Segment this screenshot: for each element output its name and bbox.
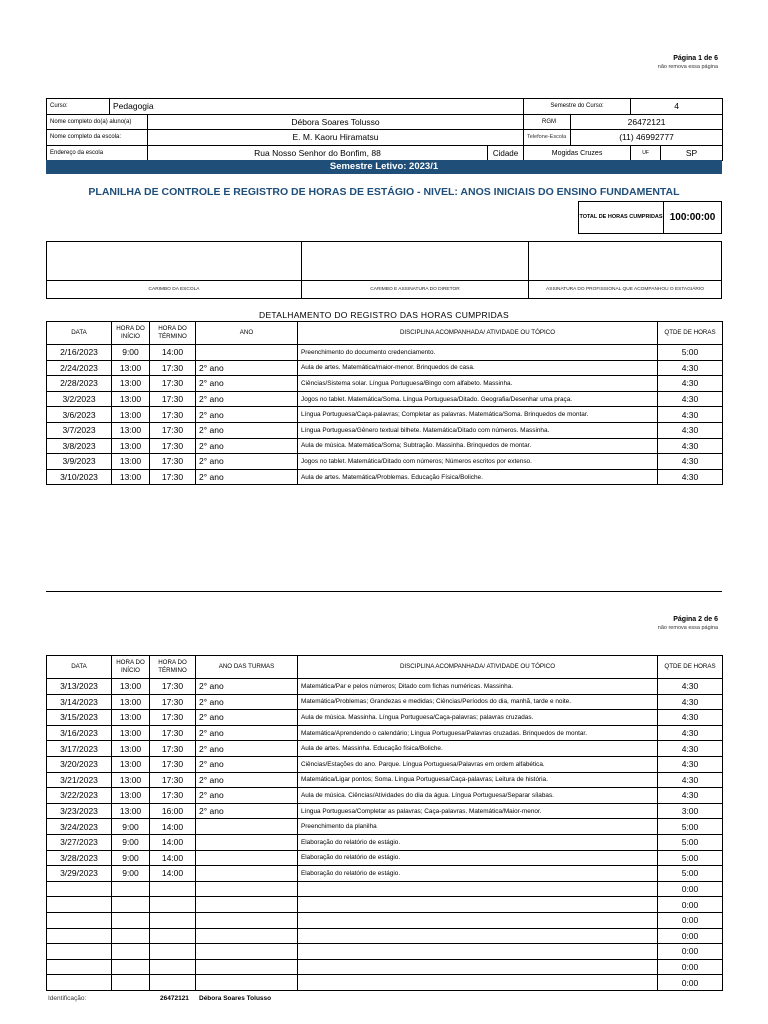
cell-data: 3/8/2023 <box>47 438 112 454</box>
cell-hora-inicio <box>112 897 150 913</box>
cell-atividade: Língua Portuguesa/Caça-palavras; Completar as palavras. Matemática/Soma. Brinquedos de montar. <box>298 407 658 423</box>
cell-ano <box>196 850 298 866</box>
cell-hora-inicio: 13:00 <box>112 694 150 710</box>
cell-hora-termino: 14:00 <box>150 850 196 866</box>
cell-ano <box>196 345 298 361</box>
cell-qtde-horas: 4:30 <box>658 469 723 485</box>
table-header-row <box>47 322 723 345</box>
semestre-label: Semestre do Curso: <box>524 99 631 115</box>
cell-ano <box>196 897 298 913</box>
cell-hora-termino <box>150 912 196 928</box>
header-data: DATA <box>47 656 112 679</box>
cell-qtde-horas: 4:30 <box>658 422 723 438</box>
table-row <box>47 422 723 438</box>
page-note: não remova essa página <box>657 64 718 70</box>
cell-hora-inicio: 13:00 <box>112 741 150 757</box>
cell-data: 3/7/2023 <box>47 422 112 438</box>
cell-hora-termino: 17:30 <box>150 454 196 470</box>
cell-qtde-horas: 0:00 <box>658 881 723 897</box>
cell-atividade: Matemática/Problemas; Grandezas e medidas; Ciências/Períodos do dia, manhã, tarde e noite. <box>298 694 658 710</box>
cell-hora-inicio: 9:00 <box>112 850 150 866</box>
cell-qtde-horas: 4:30 <box>658 454 723 470</box>
cell-hora-inicio <box>112 959 150 975</box>
cell-ano: 2° ano <box>196 376 298 392</box>
cell-data <box>47 881 112 897</box>
cell-data: 3/9/2023 <box>47 454 112 470</box>
cell-qtde-horas: 0:00 <box>658 944 723 960</box>
page-number-1 <box>658 54 718 72</box>
table-row <box>47 741 723 757</box>
page-label: Página 2 de 6 <box>673 616 718 623</box>
cell-hora-inicio: 13:00 <box>112 391 150 407</box>
cell-qtde-horas: 0:00 <box>658 959 723 975</box>
cell-qtde-horas: 4:30 <box>658 756 723 772</box>
cell-data: 3/22/2023 <box>47 788 112 804</box>
cell-data <box>47 975 112 991</box>
cell-atividade: Língua Portuguesa/Gênero textual bilhete. Matemática/Ditado com números. Massinha. <box>298 422 658 438</box>
table-row <box>47 866 723 882</box>
detail-title: DETALHAMENTO DO REGISTRO DAS HORAS CUMPRIDAS <box>259 310 509 320</box>
table-row <box>47 360 723 376</box>
header-disciplina: DISCIPLINA ACOMPANHADA/ ATIVIDADE OU TÓPICO <box>298 656 658 679</box>
cell-hora-termino: 17:30 <box>150 741 196 757</box>
cell-qtde-horas: 3:00 <box>658 803 723 819</box>
cell-ano <box>196 975 298 991</box>
table-row <box>47 345 723 361</box>
table-row <box>47 679 723 695</box>
semester-bar: Semestre Letivo: 2023/1 <box>46 160 722 174</box>
table-row <box>47 897 723 913</box>
cell-qtde-horas: 4:30 <box>658 725 723 741</box>
cell-atividade <box>298 975 658 991</box>
cell-hora-inicio: 9:00 <box>112 866 150 882</box>
cell-atividade: Aula de música. Ciências/Atividades do dia da água. Língua Portuguesa/Separar sílabas. <box>298 788 658 804</box>
cell-ano: 2° ano <box>196 391 298 407</box>
cell-hora-inicio: 13:00 <box>112 422 150 438</box>
cell-ano: 2° ano <box>196 454 298 470</box>
cell-qtde-horas: 4:30 <box>658 376 723 392</box>
cell-hora-termino: 17:30 <box>150 710 196 726</box>
total-hours-value: 100:00:00 <box>669 212 716 223</box>
cell-hora-inicio: 13:00 <box>112 438 150 454</box>
uf-label: UF <box>631 145 661 161</box>
cell-atividade <box>298 897 658 913</box>
semestre-value: 4 <box>631 99 723 115</box>
cell-ano: 2° ano <box>196 360 298 376</box>
table-row <box>47 438 723 454</box>
rgm-label: RGM <box>524 114 571 130</box>
table-row <box>47 407 723 423</box>
page-number-2 <box>658 615 718 633</box>
cell-atividade: Aula de música. Massinha. Língua Portuguesa/Caça-palavras; palavras cruzadas. <box>298 710 658 726</box>
total-hours-label: TOTAL DE HORAS CUMPRIDAS <box>579 202 664 233</box>
cell-data: 3/6/2023 <box>47 407 112 423</box>
cell-ano <box>196 928 298 944</box>
cell-hora-termino: 17:30 <box>150 407 196 423</box>
hours-table-1-body <box>47 322 723 485</box>
table-row <box>47 772 723 788</box>
cell-hora-termino: 17:30 <box>150 469 196 485</box>
cell-ano: 2° ano <box>196 741 298 757</box>
cell-ano <box>196 959 298 975</box>
cell-data: 3/21/2023 <box>47 772 112 788</box>
cell-hora-inicio <box>112 928 150 944</box>
cell-atividade <box>298 959 658 975</box>
cell-data <box>47 912 112 928</box>
cell-ano: 2° ano <box>196 422 298 438</box>
cell-hora-inicio <box>112 881 150 897</box>
cell-data: 3/14/2023 <box>47 694 112 710</box>
cell-hora-termino: 17:30 <box>150 438 196 454</box>
cell-hora-inicio: 13:00 <box>112 469 150 485</box>
director-signature-caption: CARIMBO E ASSINATURA DO DIRETOR <box>302 280 528 298</box>
header-hora-termino: HORA DO TÉRMINO <box>150 322 196 345</box>
header-hora-inicio: HORA DO INÍCIO <box>112 656 150 679</box>
cell-ano: 2° ano <box>196 725 298 741</box>
cell-hora-termino: 14:00 <box>150 819 196 835</box>
cell-qtde-horas: 0:00 <box>658 912 723 928</box>
table-row <box>47 710 723 726</box>
table-row <box>47 454 723 470</box>
cell-hora-termino: 17:30 <box>150 772 196 788</box>
cell-hora-inicio: 13:00 <box>112 454 150 470</box>
table-row <box>47 469 723 485</box>
cell-qtde-horas: 5:00 <box>658 866 723 882</box>
cell-atividade: Elaboração do relatório de estágio. <box>298 850 658 866</box>
header-hora-termino: HORA DO TÉRMINO <box>150 656 196 679</box>
header-ano: ANO DAS TURMAS <box>196 656 298 679</box>
cell-qtde-horas: 4:30 <box>658 391 723 407</box>
cell-data <box>47 897 112 913</box>
cidade-label: Cidade <box>488 145 524 161</box>
cell-hora-termino <box>150 975 196 991</box>
cell-data: 2/16/2023 <box>47 345 112 361</box>
table-row <box>47 850 723 866</box>
cell-hora-inicio: 13:00 <box>112 679 150 695</box>
cell-data <box>47 928 112 944</box>
cell-hora-termino: 14:00 <box>150 866 196 882</box>
cell-qtde-horas: 0:00 <box>658 928 723 944</box>
cell-hora-inicio: 9:00 <box>112 345 150 361</box>
cell-data: 3/15/2023 <box>47 710 112 726</box>
header-ano: ANO <box>196 322 298 345</box>
cell-hora-inicio: 13:00 <box>112 376 150 392</box>
footer-identification-label: Identificação: <box>48 995 87 1002</box>
cell-qtde-horas: 4:30 <box>658 679 723 695</box>
cell-ano: 2° ano <box>196 772 298 788</box>
supervisor-signature-caption: ASSINATURA DO PROFISSIONAL QUE ACOMPANHOU O ESTAGIÁRIO <box>529 280 721 298</box>
cell-hora-termino: 17:30 <box>150 679 196 695</box>
table-row <box>47 928 723 944</box>
cell-hora-termino: 17:30 <box>150 756 196 772</box>
cell-data <box>47 944 112 960</box>
table-row <box>47 975 723 991</box>
cell-qtde-horas: 5:00 <box>658 850 723 866</box>
cell-qtde-horas: 5:00 <box>658 345 723 361</box>
header-disciplina: DISCIPLINA ACOMPANHADA/ ATIVIDADE OU TÓPICO <box>298 322 658 345</box>
table-row <box>47 694 723 710</box>
cell-ano: 2° ano <box>196 788 298 804</box>
hours-table-2-body <box>47 656 723 991</box>
cell-hora-termino: 14:00 <box>150 345 196 361</box>
page-divider <box>46 591 722 592</box>
cell-qtde-horas: 4:30 <box>658 772 723 788</box>
cell-hora-termino <box>150 897 196 913</box>
cell-qtde-horas: 5:00 <box>658 819 723 835</box>
cell-atividade <box>298 912 658 928</box>
footer-name: Débora Soares Tolusso <box>199 995 272 1002</box>
table-row <box>47 803 723 819</box>
cell-hora-inicio: 13:00 <box>112 710 150 726</box>
cell-ano: 2° ano <box>196 756 298 772</box>
cell-hora-inicio: 13:00 <box>112 407 150 423</box>
director-signature-field <box>302 242 529 298</box>
cell-atividade: Jogos no tablet. Matemática/Soma. Língua Portuguesa/Ditado. Geografia/Desenhar uma praça. <box>298 391 658 407</box>
school-stamp-field <box>47 242 302 298</box>
cell-ano <box>196 944 298 960</box>
cell-ano: 2° ano <box>196 679 298 695</box>
endereco-value: Rua Nosso Senhor do Bonfim, 88 <box>148 145 488 161</box>
curso-value: Pedagogia <box>110 99 524 115</box>
cell-ano: 2° ano <box>196 407 298 423</box>
cell-atividade: Matemática/Par e pelos números; Ditado com fichas numéricas. Massinha. <box>298 679 658 695</box>
table-header-row <box>47 656 723 679</box>
cell-qtde-horas: 4:30 <box>658 741 723 757</box>
cidade-value: Mogidas Cruzes <box>524 145 631 161</box>
hours-table-1 <box>46 321 723 485</box>
escola-value: E. M. Kaoru Hiramatsu <box>148 130 524 146</box>
cell-ano <box>196 912 298 928</box>
cell-hora-termino: 17:30 <box>150 694 196 710</box>
cell-hora-termino <box>150 928 196 944</box>
total-hours-box <box>578 201 722 234</box>
cell-atividade: Elaboração do relatório de estágio. <box>298 834 658 850</box>
cell-hora-termino <box>150 959 196 975</box>
cell-atividade: Ciências/Sistema solar. Língua Portuguesa/Bingo com alfabeto. Massinha. <box>298 376 658 392</box>
cell-hora-inicio <box>112 912 150 928</box>
cell-hora-inicio: 13:00 <box>112 756 150 772</box>
cell-hora-termino: 17:30 <box>150 376 196 392</box>
cell-data: 2/24/2023 <box>47 360 112 376</box>
cell-data: 3/29/2023 <box>47 866 112 882</box>
table-row <box>47 944 723 960</box>
cell-hora-inicio: 9:00 <box>112 819 150 835</box>
student-info-table <box>46 98 723 161</box>
cell-data: 3/24/2023 <box>47 819 112 835</box>
table-row <box>47 391 723 407</box>
table-row <box>47 788 723 804</box>
page-label: Página 1 de 6 <box>673 55 718 62</box>
cell-data: 3/10/2023 <box>47 469 112 485</box>
cell-atividade: Matemática/Ligar pontos; Soma. Língua Portuguesa/Caça-palavras; Leitura de história. <box>298 772 658 788</box>
header-data: DATA <box>47 322 112 345</box>
cell-atividade <box>298 944 658 960</box>
cell-hora-inicio: 13:00 <box>112 803 150 819</box>
cell-qtde-horas: 0:00 <box>658 897 723 913</box>
table-row <box>47 834 723 850</box>
cell-qtde-horas: 0:00 <box>658 975 723 991</box>
cell-ano: 2° ano <box>196 694 298 710</box>
cell-data: 3/20/2023 <box>47 756 112 772</box>
table-row <box>47 881 723 897</box>
cell-hora-inicio: 13:00 <box>112 360 150 376</box>
cell-hora-inicio: 13:00 <box>112 788 150 804</box>
cell-qtde-horas: 4:30 <box>658 710 723 726</box>
cell-hora-termino <box>150 881 196 897</box>
table-row <box>47 756 723 772</box>
cell-data: 3/16/2023 <box>47 725 112 741</box>
cell-atividade: Elaboração do relatório de estágio. <box>298 866 658 882</box>
signature-section <box>46 241 722 299</box>
cell-data: 3/27/2023 <box>47 834 112 850</box>
cell-hora-inicio: 9:00 <box>112 834 150 850</box>
cell-hora-termino: 14:00 <box>150 834 196 850</box>
cell-qtde-horas: 4:30 <box>658 694 723 710</box>
cell-data: 3/28/2023 <box>47 850 112 866</box>
cell-ano <box>196 834 298 850</box>
cell-atividade: Preenchimento do documento credenciamento. <box>298 345 658 361</box>
cell-atividade <box>298 928 658 944</box>
cell-ano <box>196 819 298 835</box>
cell-qtde-horas: 4:30 <box>658 438 723 454</box>
cell-hora-termino: 17:30 <box>150 360 196 376</box>
cell-data: 3/23/2023 <box>47 803 112 819</box>
cell-ano <box>196 866 298 882</box>
cell-atividade: Aula de artes. Massinha. Educação física/Boliche. <box>298 741 658 757</box>
table-row <box>47 959 723 975</box>
page-note: não remova essa página <box>657 625 718 631</box>
telefone-label: Telefone-Escola <box>524 130 571 146</box>
cell-atividade: Aula de artes. Matemática/maior-menor. Brinquedos de casa. <box>298 360 658 376</box>
cell-atividade: Ciências/Estações do ano. Parque. Língua Portuguesa/Palavras em ordem alfabética. <box>298 756 658 772</box>
cell-atividade: Preenchimento da planilha <box>298 819 658 835</box>
cell-hora-termino: 17:30 <box>150 391 196 407</box>
table-row <box>47 376 723 392</box>
cell-hora-termino <box>150 944 196 960</box>
curso-label: Curso: <box>47 99 110 115</box>
cell-qtde-horas: 5:00 <box>658 834 723 850</box>
cell-atividade <box>298 881 658 897</box>
cell-ano <box>196 881 298 897</box>
cell-ano: 2° ano <box>196 710 298 726</box>
cell-ano: 2° ano <box>196 803 298 819</box>
cell-hora-inicio: 13:00 <box>112 772 150 788</box>
aluno-value: Débora Soares Tolusso <box>148 114 524 130</box>
cell-hora-inicio <box>112 975 150 991</box>
endereco-label: Endereço da escola <box>47 145 148 161</box>
cell-data: 3/2/2023 <box>47 391 112 407</box>
cell-hora-termino: 17:30 <box>150 422 196 438</box>
cell-hora-termino: 17:30 <box>150 725 196 741</box>
cell-atividade: Jogos no tablet. Matemática/Ditado com números; Números escritos por extenso. <box>298 454 658 470</box>
cell-atividade: Aula de música. Matemática/Soma; Subtração. Massinha. Brinquedos de montar. <box>298 438 658 454</box>
cell-qtde-horas: 4:30 <box>658 360 723 376</box>
cell-qtde-horas: 4:30 <box>658 788 723 804</box>
header-qtde-horas: QTDE DE HORAS <box>658 656 723 679</box>
cell-atividade: Aula de artes. Matemática/Problemas. Educação Física/Boliche. <box>298 469 658 485</box>
cell-data <box>47 959 112 975</box>
main-title: PLANILHA DE CONTROLE E REGISTRO DE HORAS DE ESTÁGIO - NIVEL: ANOS INICIAIS DO ENSINO FUNDAMENTAL <box>88 186 680 198</box>
escola-label: Nome completo da escola: <box>47 130 148 146</box>
table-row <box>47 725 723 741</box>
cell-ano: 2° ano <box>196 438 298 454</box>
hours-table-2 <box>46 655 723 991</box>
cell-atividade: Língua Portuguesa/Completar as palavras; Caça-palavras. Matemática/Maior-menor. <box>298 803 658 819</box>
cell-atividade: Matemática/Aprendendo o calendário; Língua Portuguesa/Palavras cruzadas. Brinquedos de montar. <box>298 725 658 741</box>
cell-hora-termino: 17:30 <box>150 788 196 804</box>
table-row <box>47 819 723 835</box>
rgm-value: 26472121 <box>571 114 723 130</box>
cell-data: 3/13/2023 <box>47 679 112 695</box>
cell-hora-inicio: 13:00 <box>112 725 150 741</box>
cell-data: 3/17/2023 <box>47 741 112 757</box>
aluno-label: Nome completo do(a) aluno(a) <box>47 114 148 130</box>
cell-hora-termino: 16:00 <box>150 803 196 819</box>
supervisor-signature-field <box>529 242 721 298</box>
cell-qtde-horas: 4:30 <box>658 407 723 423</box>
table-row <box>47 912 723 928</box>
school-stamp-caption: CARIMBO DA ESCOLA <box>47 280 301 298</box>
header-hora-inicio: HORA DO INÍCIO <box>112 322 150 345</box>
cell-data: 2/28/2023 <box>47 376 112 392</box>
header-qtde-horas: QTDE DE HORAS <box>658 322 723 345</box>
footer-rgm: 26472121 <box>160 995 189 1002</box>
uf-value: SP <box>661 145 723 161</box>
telefone-value: (11) 46992777 <box>571 130 723 146</box>
cell-ano: 2° ano <box>196 469 298 485</box>
cell-hora-inicio <box>112 944 150 960</box>
